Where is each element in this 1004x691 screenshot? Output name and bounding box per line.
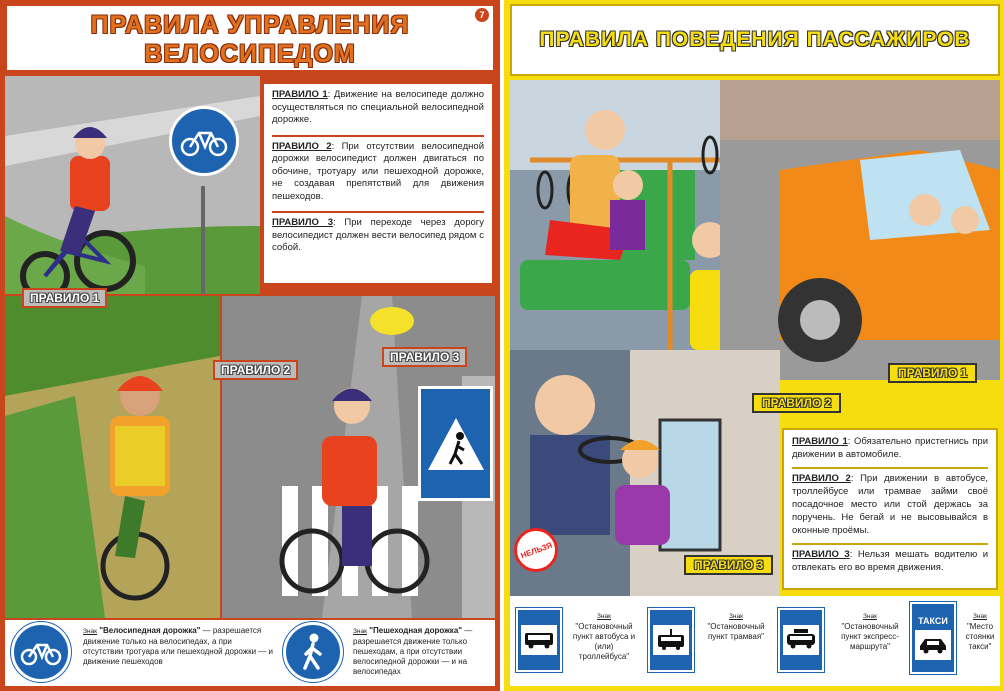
left-rule-3-label: ПРАВИЛО 3 bbox=[272, 217, 333, 228]
left-rule-2-label: ПРАВИЛО 2 bbox=[272, 140, 332, 152]
road-panel bbox=[222, 296, 495, 618]
bike-scene-1 bbox=[5, 76, 260, 294]
left-title-box bbox=[5, 4, 495, 72]
pedestrian-icon bbox=[298, 632, 328, 672]
right-tag-rule-1: ПРАВИЛО 1 bbox=[888, 363, 977, 383]
tram-stop-sign bbox=[648, 608, 694, 672]
right-signs-strip bbox=[510, 596, 1000, 686]
right-rule-3 bbox=[792, 548, 988, 574]
left-rule-2-text: : При отсутствии велосипедной дорожки велосипедист должен двигаться по обочине, тротуару или пешеходной дорожке, не создавая препятствий для движения пешеходов. bbox=[272, 140, 484, 202]
forbidden-label: НЕЛЬЗЯ bbox=[519, 540, 553, 560]
left-rule-1-label: ПРАВИЛО 1 bbox=[272, 89, 328, 100]
left-tag-rule-2: ПРАВИЛО 2 bbox=[213, 360, 298, 380]
divider bbox=[792, 543, 988, 545]
taxi-sign-text: ТАКСИ bbox=[918, 616, 948, 626]
express-stop-sign bbox=[778, 608, 824, 672]
left-rule-2 bbox=[272, 141, 484, 204]
right-title: ПРАВИЛА ПОВЕДЕНИЯ ПАССАЖИРОВ bbox=[539, 28, 971, 51]
divider bbox=[272, 135, 484, 137]
taxi-sign bbox=[910, 602, 956, 674]
sign-label: Знак bbox=[863, 613, 877, 620]
bicycle-icon bbox=[179, 125, 229, 157]
right-tag-rule-2: ПРАВИЛО 2 bbox=[752, 393, 841, 413]
left-tag-rule-3: ПРАВИЛО 3 bbox=[382, 347, 467, 367]
bicycle-path-sign-small bbox=[11, 622, 71, 682]
sign-name: "Остановочный пункт экспресс-маршрута" bbox=[841, 622, 899, 651]
right-rule-2-text: : При движении в автобусе, троллейбусе или трамвае займи своё посадочное место или стой держась за поручень. Не бегай и не высовывайся в оконные проёмы. bbox=[792, 473, 988, 536]
sign-name: "Пешеходная дорожка" bbox=[369, 626, 463, 635]
page-number: 7 bbox=[475, 8, 489, 22]
express-stop-caption bbox=[832, 612, 908, 652]
right-title-box bbox=[510, 4, 1000, 76]
right-rule-3-text: : Нельзя мешать водителю и отвлекать его во время движения. bbox=[792, 549, 989, 573]
sign-label: Знак bbox=[729, 613, 743, 620]
right-rule-1 bbox=[792, 435, 988, 461]
tram-stop-caption bbox=[702, 612, 770, 642]
left-signs-strip bbox=[5, 620, 495, 686]
car-scene bbox=[720, 80, 1000, 380]
sign-plate bbox=[653, 625, 689, 655]
pedestrian-path-sign bbox=[283, 622, 343, 682]
forbidden-sign bbox=[514, 528, 558, 572]
bicycle-icon bbox=[20, 638, 62, 666]
right-tag-rule-3: ПРАВИЛО 3 bbox=[684, 555, 773, 575]
right-rule-2 bbox=[792, 472, 988, 537]
sign-plate bbox=[915, 630, 951, 660]
left-tag-rule-1: ПРАВИЛО 1 bbox=[22, 288, 107, 308]
car-panel bbox=[720, 80, 1000, 380]
sign-plate bbox=[521, 625, 557, 655]
divider bbox=[792, 467, 988, 469]
sign-name: "Велосипедная дорожка" bbox=[99, 626, 201, 635]
bike-panel-1 bbox=[5, 76, 260, 294]
bike-panel-2 bbox=[5, 296, 220, 618]
left-title-line1: ПРАВИЛА УПРАВЛЕНИЯ bbox=[90, 11, 410, 39]
left-rules-box bbox=[262, 82, 494, 285]
divider bbox=[272, 211, 484, 213]
sign-label: Знак bbox=[597, 613, 611, 620]
taxi-caption bbox=[960, 612, 1000, 652]
bus-stop-caption bbox=[570, 612, 638, 662]
pedestrian-path-sign-caption bbox=[353, 626, 493, 684]
bus-icon bbox=[524, 631, 554, 649]
right-rule-1-label: ПРАВИЛО 1 bbox=[792, 436, 848, 447]
taxi-car-icon bbox=[918, 636, 948, 654]
crosswalk-sign bbox=[418, 386, 493, 501]
bus-stop-sign bbox=[516, 608, 562, 672]
sign-name: "Остановочный пункт автобуса и (или) троллейбуса" bbox=[572, 622, 636, 661]
pedestrian-crossing-icon bbox=[426, 414, 486, 474]
left-rule-3-text: : При переходе через дорогу велосипедист должен вести велосипед рядом с собой. bbox=[272, 217, 484, 253]
bicycle-path-sign bbox=[169, 106, 239, 176]
bike-scene-2 bbox=[5, 296, 220, 618]
sign-name: "Место стоянки такси" bbox=[965, 622, 995, 651]
sign-desc: — разрешается движение только на велосипедах, а при отсутствии тротуара или пешеходной дорожки — и движение пешеходов bbox=[83, 626, 273, 666]
right-rule-3-label: ПРАВИЛО 3 bbox=[792, 549, 850, 560]
sign-desc: — разрешается движение только пешеходам, а при отсутствии велосипедной дорожки — и на велосипедах bbox=[353, 626, 473, 676]
sign-plate bbox=[783, 625, 819, 655]
right-rules-box bbox=[782, 428, 998, 590]
sign-label: Знак bbox=[83, 628, 97, 635]
bicycle-path-sign-caption bbox=[83, 626, 273, 684]
left-title-line2: ВЕЛОСИПЕДОМ bbox=[144, 40, 356, 68]
tram-icon bbox=[656, 629, 686, 651]
left-rule-3 bbox=[272, 217, 484, 255]
minibus-icon bbox=[786, 629, 816, 651]
sign-label: Знак bbox=[973, 613, 987, 620]
sign-label: Знак bbox=[353, 628, 367, 635]
left-rule-1-text: : Движение на велосипеде должно осуществляться по специальной велосипедной дорожке. bbox=[272, 89, 485, 125]
right-rule-1-text: : Обязательно пристегнись при движении в автомобиле. bbox=[792, 436, 988, 460]
left-rule-1 bbox=[272, 89, 484, 127]
sign-name: "Остановочный пункт трамвая" bbox=[707, 622, 765, 641]
right-rule-2-label: ПРАВИЛО 2 bbox=[792, 473, 851, 484]
